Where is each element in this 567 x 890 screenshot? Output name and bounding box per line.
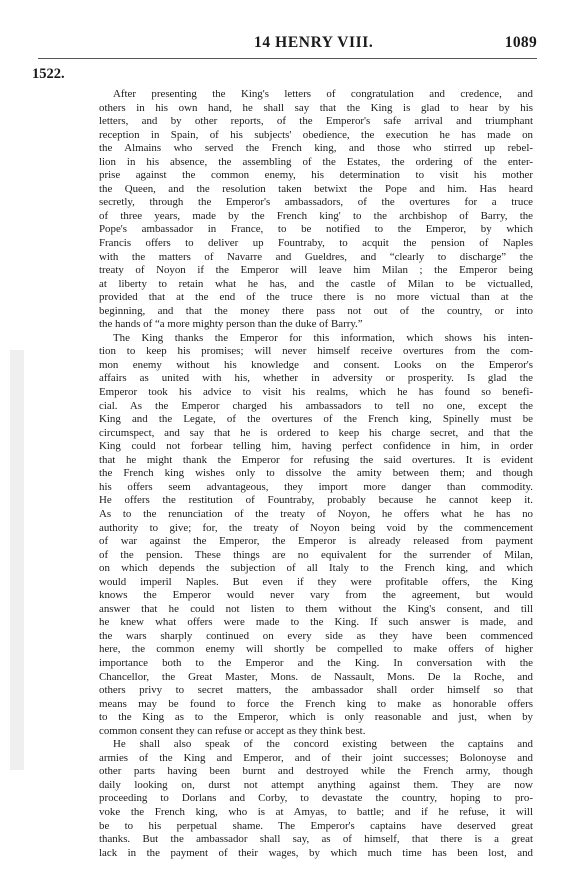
text-line: tion to keep his promises; will never himself receive overtures from the com- [99, 345, 533, 358]
text-line: the wars sharply continued on every side as they have been commenced [99, 629, 533, 642]
text-line: Chancellor, the Great Master, Mons. de Nassault, Mons. De la Roche, and [99, 670, 533, 683]
text-line: beginning, and that the money there pass not out of the country, or into [99, 304, 533, 317]
text-line: secretly, through the Emperor's ambassadors, of the overtures for a truce [99, 196, 533, 209]
text-line: to the King as to the Emperor, which is only reasonable and just, when by [99, 711, 533, 724]
text-line: Francis offers to deliver up Fountraby, to acquit the pension of Naples [99, 237, 533, 250]
text-line: be to his perpetual shame. The Emperor's captains have deserved great [99, 819, 533, 832]
text-line: here, the common enemy will shortly be compelled to make offers of higher [99, 643, 533, 656]
text-line: He offers the restitution of Fountraby, probably because he cannot keep it. [99, 494, 533, 507]
paragraph [99, 88, 533, 332]
text-line: with the matters of Navarre and Gueldres, and “clearly to discharge” the [99, 250, 533, 263]
text-line: proceeding to Dorlans and Corby, to devastate the country, hoping to pro- [99, 792, 533, 805]
text-line: The King thanks the Emperor for this information, which shows his inten- [113, 331, 533, 344]
document-body [99, 88, 533, 860]
paragraph [99, 738, 533, 860]
page-number: 1089 [504, 34, 537, 51]
text-line: King and the Legate, of the overtures of the French king, Spinelly must be [99, 413, 533, 426]
text-line: knows the Emperor would never vary from the agreement, but would [99, 589, 533, 602]
text-line: mon enemy without his knowledge and consent. Looks on the Emperor's [99, 358, 533, 371]
text-line: reception in Spain, of his subjects' obedience, the execution he has made on [99, 128, 533, 141]
text-line: Emperor took his advice to visit his realms, which he has found so benefi- [99, 386, 533, 399]
text-line: of war against the Emperor, the Emperor is already released from payment [99, 535, 533, 548]
text-line: treaty of Noyon if the Emperor will leave him Milan ; the Emperor being [99, 264, 533, 277]
text-line: the Queen, and the resolution taken betwixt the Pope and him. Has heard [99, 182, 533, 195]
running-head [0, 34, 567, 54]
text-line: cial. As the Emperor charged his ambassadors to tell no one, except the [99, 399, 533, 412]
text-line: that he might thank the Emperor for refusing the said overtures. It is evident [99, 453, 533, 466]
text-line: the hands of “a more mighty person than the duke of Barry.” [99, 318, 363, 331]
text-line: armies of the King and Emperor, and of their joint successes; Bolonoyse and [99, 751, 533, 764]
running-title: 14 HENRY VIII. [254, 34, 374, 51]
text-line: He shall also speak of the concord existing between the captains and [113, 738, 533, 751]
paragraph [99, 332, 533, 738]
text-line: letters, and by other reports, of the Emperor's safe arrival and triumphant [99, 115, 533, 128]
text-line: provided that at the end of the truce there is no more victual than at the [99, 291, 533, 304]
text-line: lion in his absence, the assembling of the Estates, the ordering of the enter- [99, 155, 533, 168]
header-rule [38, 58, 537, 59]
text-line: circumspect, and say that he is ordered to keep his charge secret, and that the [99, 426, 533, 439]
text-line: of the pension. These things are no equivalent for the surrender of Milan, [99, 548, 533, 561]
text-line: daily looking on, durst not attempt anything against them. They are now [99, 778, 533, 791]
text-line: thanks. But the ambassador shall say, as of himself, that there is a great [99, 833, 533, 846]
text-line: other parts having been burnt and destroyed while the French army, though [99, 765, 533, 778]
text-line: authority to give; for, the treaty of Noyon being void by the commencement [99, 521, 533, 534]
text-line: the French king wishes only to dissolve the amity between them; and though [99, 467, 533, 480]
text-line: means may be found to force the French king to make as honorable offers [99, 697, 533, 710]
text-line: common consent they can refuse or accept as they think best. [99, 724, 366, 737]
text-line: on which depends the subjection of all Italy to the French king, and which [99, 562, 533, 575]
text-line: would imperil Naples. But even if they were profitable offers, the King [99, 575, 533, 588]
text-line: As to the renunciation of the treaty of Noyon, he offers what he has no [99, 507, 533, 520]
year-marginal-note: 1522. [32, 66, 65, 82]
text-line: he knew what offers were made to the King. If such answer is made, and [99, 616, 533, 629]
text-line: prise against the common enemy, his determination to visit his mother [99, 169, 533, 182]
text-line: at liberty to retain what he has, and the castle of Milan to be victualled, [99, 277, 533, 290]
text-line: of three years, made by the French king' to the archbishop of Barry, the [99, 209, 533, 222]
watermark-mark [6, 350, 28, 770]
text-line: After presenting the King's letters of congratulation and credence, and [113, 88, 533, 100]
text-line: affairs as united with his, whether in adversity or prosperity. Is glad the [99, 372, 533, 385]
text-line: importance both to the Emperor and the King. In conversation with the [99, 656, 533, 669]
text-line: lack in the payment of their wages, by which much time has been lost, and [99, 846, 533, 859]
text-line: King could not forbear telling him, having perfect confidence in him, in order [99, 440, 533, 453]
text-line: answer that he could not listen to them without the King's consent, and till [99, 602, 533, 615]
text-line: voke the French king, who is at Amyas, to battle; and if he refuse, it will [99, 805, 533, 818]
text-line: his offers seem advantageous, they import more danger than commodity. [99, 480, 533, 493]
text-line: others privy to secret matters, the ambassador shall order himself so that [99, 684, 533, 697]
text-line: the Almains who served the French king, and those who stirred up rebel- [99, 142, 533, 155]
text-line: Pope's ambassador in France, to be notified to the Emperor, by which [99, 223, 533, 236]
text-line: others in his own hand, he shall say that the King is glad to hear by his [99, 101, 533, 114]
